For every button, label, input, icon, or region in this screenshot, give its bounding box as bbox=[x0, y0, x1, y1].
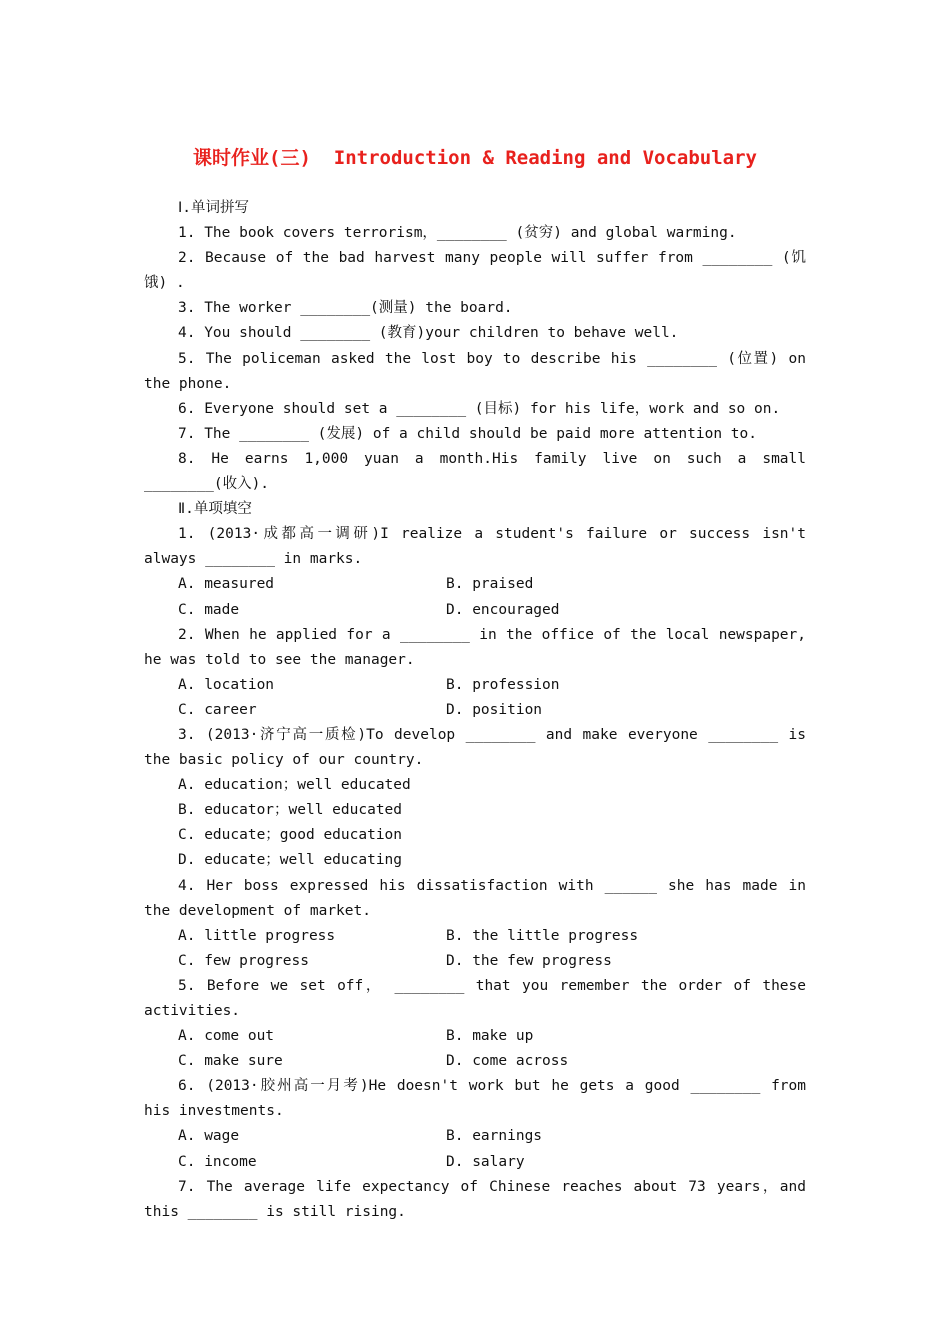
page-title: 课时作业(三) Introduction & Reading and Vocabulary bbox=[193, 147, 757, 169]
option-row bbox=[144, 773, 806, 798]
option: B. profession bbox=[446, 676, 560, 693]
option-row bbox=[144, 698, 806, 723]
option: D. encouraged bbox=[446, 601, 560, 618]
question-stem: 5. Before we set off， ________ that you remember the order of these activities. bbox=[144, 977, 806, 1019]
option-row bbox=[144, 949, 806, 974]
option: A. education；well educated bbox=[178, 777, 411, 794]
spelling-item: 2. Because of the bad harvest many people will suffer from ________ (饥饿) . bbox=[144, 250, 806, 292]
spelling-item: 8. He earns 1,000 yuan a month.His family live on such a small ________(收入). bbox=[144, 450, 806, 493]
option: A. measured bbox=[178, 576, 275, 593]
option: D. educate；well educating bbox=[178, 852, 403, 869]
option: B. the little progress bbox=[446, 927, 639, 944]
option-row bbox=[144, 848, 806, 873]
spelling-item: 4. You should ________ (教育)your children to behave well. bbox=[178, 325, 679, 342]
option-row bbox=[144, 1049, 806, 1074]
spelling-item: 3. The worker ________(测量) the board. bbox=[178, 300, 513, 317]
spelling-item: 5. The policeman asked the lost boy to describe his ________ (位置) on the phone. bbox=[144, 350, 806, 392]
option-row bbox=[144, 924, 806, 949]
section-heading-multiple-choice: Ⅱ.单项填空 bbox=[178, 501, 252, 518]
option: A. wage bbox=[178, 1128, 240, 1145]
question-stem: 4. Her boss expressed his dissatisfaction with ______ she has made in the development of market. bbox=[144, 877, 806, 919]
option: D. position bbox=[446, 701, 543, 718]
option-row bbox=[144, 1124, 806, 1149]
question-stem: 3. (2013·济宁高一质检)To develop ________ and make everyone ________ is the basic policy of our country. bbox=[144, 726, 806, 769]
option: C. made bbox=[178, 601, 240, 618]
option-row bbox=[144, 673, 806, 698]
option-row bbox=[144, 1150, 806, 1175]
spelling-item: 7. The ________ (发展) of a child should be paid more attention to. bbox=[178, 425, 757, 442]
option-row bbox=[144, 823, 806, 848]
worksheet-body bbox=[144, 196, 806, 1225]
option-row bbox=[144, 798, 806, 823]
question-stem: 7. The average life expectancy of Chinese reaches about 73 years，and this ________ is still rising. bbox=[144, 1178, 806, 1220]
option: C. few progress bbox=[178, 952, 309, 969]
question-stem: 6. (2013·胶州高一月考)He doesn't work but he gets a good ________ from his investments. bbox=[144, 1078, 806, 1120]
option: C. make sure bbox=[178, 1053, 283, 1070]
option: B. praised bbox=[446, 576, 534, 593]
option: D. come across bbox=[446, 1053, 569, 1070]
option: C. educate；good education bbox=[178, 827, 403, 844]
option: D. the few progress bbox=[446, 952, 612, 969]
option: C. career bbox=[178, 701, 257, 718]
section-heading-spelling: Ⅰ.单词拼写 bbox=[178, 200, 250, 216]
spelling-item: 6. Everyone should set a ________ (目标) for his life，work and so on. bbox=[178, 400, 781, 417]
option: B. earnings bbox=[446, 1128, 543, 1145]
question-stem: 1. (2013·成都高一调研)I realize a student's failure or success isn't always ________ in marks. bbox=[144, 526, 806, 568]
option: C. income bbox=[178, 1153, 257, 1170]
question-stem: 2. When he applied for a ________ in the office of the local newspaper, he was told to see the manager. bbox=[144, 626, 806, 668]
option-row bbox=[144, 598, 806, 623]
option: B. make up bbox=[446, 1028, 534, 1045]
option: A. little progress bbox=[178, 927, 336, 944]
spelling-item: 1. The book covers terrorism，________ (贫穷) and global warming. bbox=[178, 225, 737, 242]
option: A. come out bbox=[178, 1028, 275, 1045]
option: D. salary bbox=[446, 1153, 525, 1170]
option-row bbox=[144, 572, 806, 597]
option-row bbox=[144, 1024, 806, 1049]
option: A. location bbox=[178, 676, 275, 693]
option: B. educator；well educated bbox=[178, 802, 403, 819]
